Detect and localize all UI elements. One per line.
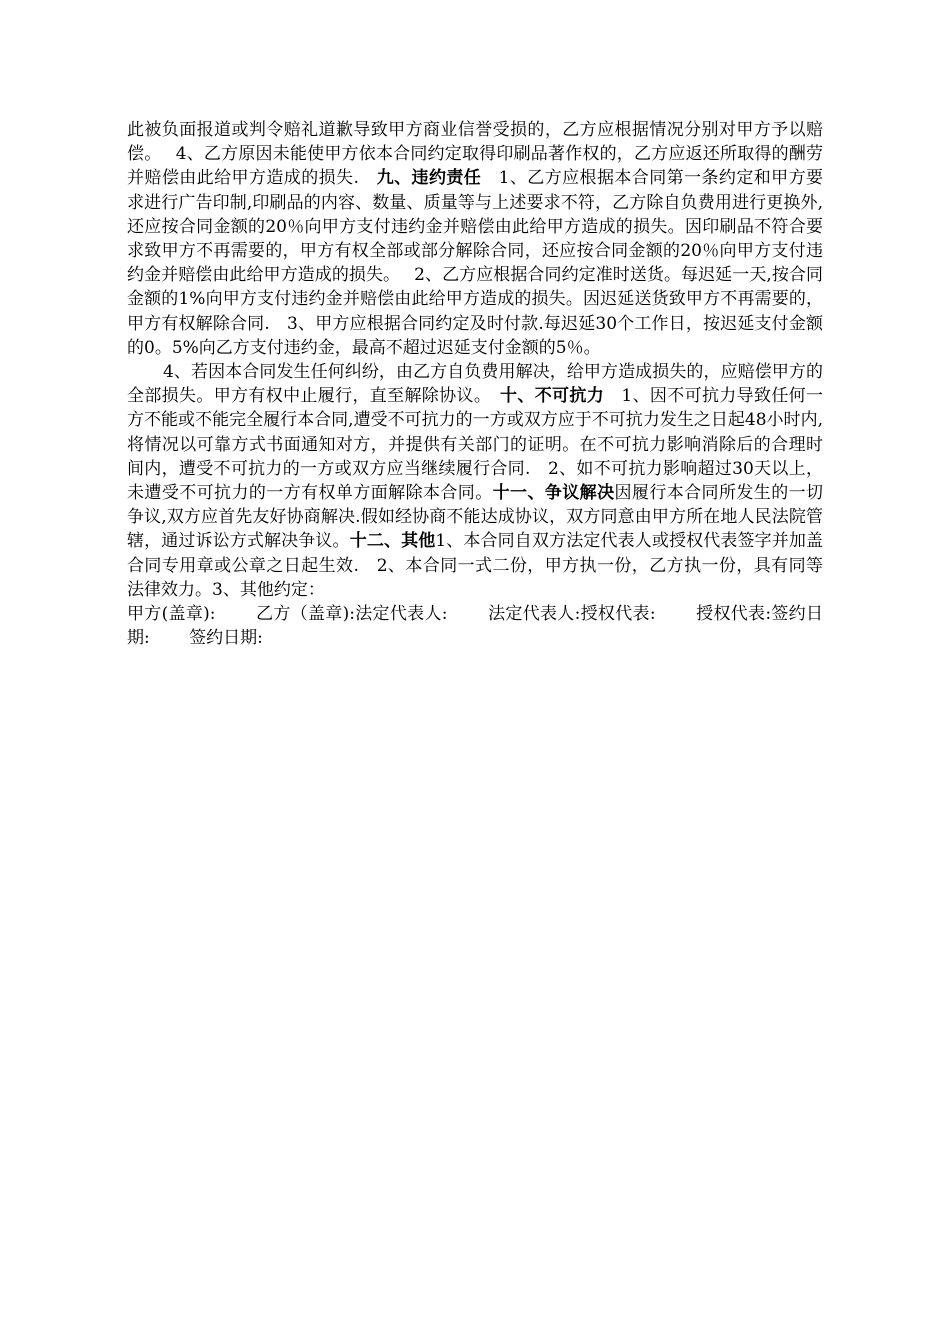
contract-paragraph-breach: [127, 118, 823, 360]
paragraph-text: 1、乙方应根据本合同第一条约定和甲方要求进行广告印制,印刷品的内容、数量、质量等与上述要求不符，乙方除自负费用进行更换外,还应按合同金额的20％向甲方支付违约金并赔偿由此给甲方造成的损失。因印刷品不符合要求致甲方不再需要的，甲方有权全部或部分解除合同，还应按合同金额的20％向甲方支付违约金并赔偿由此给甲方造成的损失。 2、乙方应根据合同约定准时送货。每迟延一天,按合同金额的1%向甲方支付违约金并赔偿由此给甲方造成的损失。因迟延送货致甲方不再需要的，甲方有权解除合同. 3、甲方应根据合同约定及时付款.每迟延30个工作日，按迟延支付金额的0。5%向乙方支付违约金，最高不超过迟延支付金额的5％。: [127, 168, 823, 358]
paragraph-text: 因履行本合同所发生的一切争议,双方应首先友好协商解决.假如经协商不能达成协议，双方同意由甲方所在地人民法院管辖，通过诉讼方式解决争议。: [127, 483, 824, 552]
section-heading-breach-liability: 九、违约责任: [376, 168, 482, 189]
section-heading-force-majeure: 十、不可抗力: [500, 386, 605, 407]
signature-block: 甲方(盖章): 乙方（盖章):法定代表人: 法定代表人:授权代表: 授权代表:签约日期: 签约日期:: [127, 604, 823, 649]
paragraph-text: 1、因不可抗力导致任何一方不能或不能完全履行本合同,遭受不可抗力的一方或双方应于不可抗力发生之日起48小时内,将情况以可靠方式书面通知对方，并提供有关部门的证明。在不可抗力影响消除后的合理时间内，遭受不可抗力的一方或双方应当继续履行合同. 2、如不可抗力影响超过30天以上，未遭受不可抗力的一方有权单方面解除本合同。: [127, 386, 824, 504]
paragraph-text: 此被负面报道或判令赔礼道歉导致甲方商业信誉受损的，乙方应根据情况分别对甲方予以赔偿。 4、乙方原因未能使甲方依本合同约定取得印刷品著作权的，乙方应返还所取得的酬劳并赔偿由此给甲方造成的损失.: [127, 120, 823, 189]
paragraph-text: 1、本合同自双方法定代表人或授权代表签字并加盖合同专用章或公章之日起生效. 2、本合同一式二份，甲方执一份，乙方执一份，具有同等法律效力。3、其他约定：: [127, 531, 824, 600]
section-heading-dispute-resolution: 十一、争议解决: [492, 483, 615, 504]
paragraph-text: 4、若因本合同发生任何纠纷，由乙方自负费用解决，给甲方造成损失的，应赔偿甲方的全部损失。甲方有权中止履行，直至解除协议。: [127, 362, 823, 407]
contract-paragraph-force-majeure: [127, 360, 823, 602]
section-heading-other: 十二、其他: [349, 531, 436, 552]
document-page: [127, 118, 823, 650]
